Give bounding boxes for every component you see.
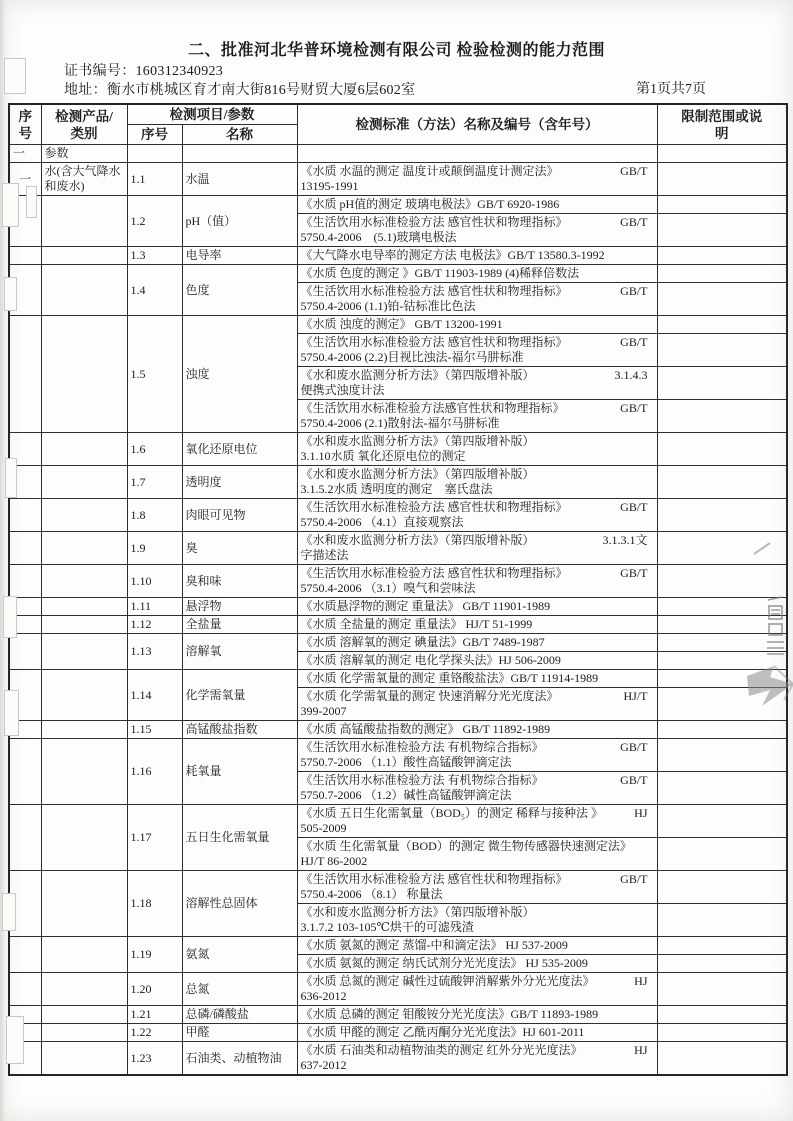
standard-method-cell — [297, 838, 657, 871]
param-category-cell — [41, 265, 127, 316]
param-name-cell: 透明度 — [182, 466, 297, 499]
param-seq-cell — [9, 1006, 41, 1024]
capability-table-body — [9, 145, 787, 1076]
standard-line-2: 5750.4-2006 （3.1）嗅气和尝味法 — [300, 581, 476, 595]
param-seq-cell — [9, 532, 41, 565]
table-row — [9, 1006, 787, 1024]
standard-code: GB/T — [620, 284, 648, 298]
param-name-cell: 溶解氧 — [182, 634, 297, 670]
standard-method-cell — [297, 652, 657, 670]
standard-line-2: 5750.4-2006 (2.2)目视比浊法-福尔马肼标准 — [300, 350, 524, 364]
standard-line-2: 字描述法 — [300, 548, 349, 562]
header-seq: 序号 — [9, 104, 41, 145]
standard-line-1: 《生活饮用水标准检验方法 感官性状和物理指标》 GB/T — [301, 500, 654, 515]
param-index-cell: 1.19 — [127, 937, 182, 973]
standard-line-1: 《水质 总氮的测定 碱性过硫酸钾消解紫外分光光度法》 HJ — [301, 974, 654, 989]
standard-line-1: 《水质 石油类和动植物油类的测定 红外分光光度法》 HJ — [301, 1043, 654, 1058]
standard-line-2: 637-2012 — [300, 1058, 347, 1072]
param-category-cell — [41, 871, 127, 937]
certificate-value: 160312340923 — [135, 64, 224, 79]
table-row — [9, 1024, 787, 1042]
param-name-cell — [182, 145, 297, 163]
param-index-cell: 1.16 — [127, 739, 182, 805]
param-category-cell — [41, 670, 127, 721]
param-category-cell — [41, 565, 127, 598]
param-category-cell — [41, 1024, 127, 1042]
table-row — [9, 973, 787, 1006]
param-index-cell: 1.21 — [127, 1006, 182, 1024]
limit-note-cell — [657, 904, 787, 937]
param-index-cell: 1.4 — [127, 265, 182, 316]
param-name-cell: 耗氧量 — [182, 739, 297, 805]
standard-line-2: 5750.7-2006 （1.1）酸性高锰酸钾滴定法 — [300, 755, 512, 769]
param-category-cell — [41, 316, 127, 433]
table-row — [9, 532, 787, 565]
param-seq-cell — [9, 247, 41, 265]
param-seq-cell — [9, 634, 41, 670]
page-indicator: 第1页共7页 — [636, 82, 706, 97]
param-index-cell: 1.20 — [127, 973, 182, 1006]
limit-note-cell — [657, 721, 787, 739]
param-index-cell: 1.17 — [127, 805, 182, 871]
table-row — [9, 316, 787, 334]
standard-code: GB/T — [620, 164, 648, 178]
standard-code: 3.1.3.1文 — [602, 533, 648, 547]
standard-method-cell — [297, 247, 657, 265]
limit-note-cell — [657, 598, 787, 616]
standard-line-1: 《水质 氨氮的测定 纳氏试剂分光光度法》 HJ 535-2009 — [300, 956, 588, 970]
param-seq-cell — [9, 973, 41, 1006]
table-row — [9, 598, 787, 616]
param-index-cell: 1.14 — [127, 670, 182, 721]
category-seq-cell: 一 — [9, 145, 41, 163]
param-index-cell: 1.3 — [127, 247, 182, 265]
standard-line-1: 《水质 pH值的测定 玻璃电极法》GB/T 6920-1986 — [300, 197, 560, 211]
param-index-cell: 1.13 — [127, 634, 182, 670]
table-row — [9, 433, 787, 466]
param-name-cell: 浊度 — [182, 316, 297, 433]
address-line — [64, 79, 415, 99]
standard-line-2: 399-2007 — [300, 704, 347, 718]
header-category: 检测产品/类别 — [41, 104, 127, 145]
param-seq-cell — [9, 1042, 41, 1076]
standard-method-cell — [297, 805, 657, 838]
certificate-number-line — [64, 60, 223, 80]
standard-method-cell — [297, 334, 657, 367]
standard-method-cell — [297, 937, 657, 955]
param-name-cell: 全盐量 — [182, 616, 297, 634]
limit-note-cell — [657, 532, 787, 565]
standard-line-2: 5750.7-2006 （1.2）碱性高锰酸钾滴定法 — [300, 788, 512, 802]
limit-note-cell — [657, 433, 787, 466]
standard-line-2: 便携式浊度计法 — [300, 383, 385, 397]
standard-line-1: 《水质 生化需氧量（BOD）的测定 微生物传感器快速测定法》 — [300, 839, 632, 853]
table-row — [9, 670, 787, 688]
param-category-cell — [41, 616, 127, 634]
param-name-cell: 溶解性总固体 — [182, 871, 297, 937]
standard-method-cell — [297, 616, 657, 634]
standard-line-2: 505-2009 — [300, 821, 347, 835]
param-index-cell: 1.18 — [127, 871, 182, 937]
limit-note-cell — [657, 367, 787, 400]
param-category-cell — [41, 1042, 127, 1076]
param-index-cell: 1.5 — [127, 316, 182, 433]
standard-line-1: 《水质 全盐量的测定 重量法》 HJ/T 51-1999 — [300, 617, 533, 631]
param-name-cell: 甲醛 — [182, 1024, 297, 1042]
standard-line-1: 《水质 浊度的测定》 GB/T 13200-1991 — [300, 317, 503, 331]
param-name-cell: 臭和味 — [182, 565, 297, 598]
param-category-cell — [41, 721, 127, 739]
limit-note-cell — [657, 265, 787, 283]
standard-line-2: 636-2012 — [300, 989, 347, 1003]
standard-method-cell — [297, 145, 657, 163]
standard-code: GB/T — [620, 500, 648, 514]
param-seq-cell — [9, 196, 41, 247]
standard-code: 3.1.4.3 — [614, 368, 648, 382]
limit-note-cell — [657, 955, 787, 973]
standard-line-2: 5750.4-2006 (1.1)铂-钴标准比色法 — [300, 299, 476, 313]
param-category-cell — [41, 805, 127, 871]
standard-line-1: 《水和废水监测分析方法》（第四版增补版） — [300, 434, 535, 448]
header-standard: 检测标准（方法）名称及编号（含年号） — [297, 104, 657, 145]
param-category-cell — [41, 247, 127, 265]
param-index-cell: 1.2 — [127, 196, 182, 247]
standard-code: GB/T — [620, 740, 648, 754]
standard-line-2: HJ/T 86-2002 — [300, 854, 368, 868]
param-seq-cell — [9, 565, 41, 598]
param-seq-cell — [9, 598, 41, 616]
param-seq-cell — [9, 670, 41, 721]
standard-line-1: 《水和废水监测分析方法》（第四版增补版） 3.1.3.1文 — [301, 533, 654, 548]
table-row — [9, 565, 787, 598]
limit-note-cell — [657, 400, 787, 433]
param-seq-cell — [9, 721, 41, 739]
standard-method-cell — [297, 196, 657, 214]
param-seq-cell — [9, 265, 41, 316]
table-row — [9, 1042, 787, 1076]
param-index-cell: 1.7 — [127, 466, 182, 499]
standard-line-1: 《水质悬浮物的测定 重量法》 GB/T 11901-1989 — [300, 599, 551, 613]
category-name-cell: 参数 — [41, 145, 127, 163]
standard-method-cell — [297, 214, 657, 247]
limit-note-cell — [657, 1006, 787, 1024]
header-item-group: 检测项目/参数 — [127, 104, 297, 125]
param-category-cell — [41, 598, 127, 616]
standard-line-1: 《水质 化学需氧量的测定 重铬酸盐法》GB/T 11914-1989 — [300, 671, 599, 685]
param-category-cell — [41, 433, 127, 466]
limit-note-cell — [657, 1042, 787, 1076]
standard-line-1: 《生活饮用水标准检验方法 有机物综合指标》 GB/T — [301, 740, 654, 755]
scan-artifact — [4, 58, 26, 94]
standard-code: HJ — [634, 806, 648, 820]
limit-note-cell — [657, 838, 787, 871]
standard-line-1: 《生活饮用水标准检验方法 感官性状和物理指标》 GB/T — [301, 335, 654, 350]
param-name-cell: 氧化还原电位 — [182, 433, 297, 466]
standard-code: GB/T — [620, 872, 648, 886]
table-header — [9, 104, 787, 145]
limit-note-cell — [657, 670, 787, 688]
param-category-cell — [41, 499, 127, 532]
param-seq-cell — [9, 316, 41, 433]
param-name-cell: 氨氮 — [182, 937, 297, 973]
param-seq-cell — [9, 433, 41, 466]
param-seq-cell — [9, 805, 41, 871]
standard-method-cell — [297, 265, 657, 283]
limit-note-cell — [657, 145, 787, 163]
standard-method-cell — [297, 1042, 657, 1076]
table-row — [9, 163, 787, 196]
param-name-cell: 肉眼可见物 — [182, 499, 297, 532]
standard-method-cell — [297, 670, 657, 688]
standard-line-1: 《生活饮用水标准检验方法 有机物综合指标》 GB/T — [301, 773, 654, 788]
table-row — [9, 247, 787, 265]
standard-method-cell — [297, 532, 657, 565]
category-row — [9, 145, 787, 163]
param-category-cell — [41, 937, 127, 973]
standard-method-cell — [297, 955, 657, 973]
limit-note-cell — [657, 739, 787, 772]
standard-line-1: 《水质 溶解氧的测定 碘量法》GB/T 7489-1987 — [300, 635, 545, 649]
standard-method-cell — [297, 466, 657, 499]
param-category-cell — [41, 532, 127, 565]
standard-line-1: 《水质 甲醛的测定 乙酰丙酮分光光度法》HJ 601-2011 — [300, 1025, 585, 1039]
table-row — [9, 721, 787, 739]
param-name-cell: 臭 — [182, 532, 297, 565]
limit-note-cell — [657, 247, 787, 265]
param-name-cell: 化学需氧量 — [182, 670, 297, 721]
param-index-cell: 1.15 — [127, 721, 182, 739]
param-seq-cell — [9, 937, 41, 973]
param-name-cell: 高锰酸盐指数 — [182, 721, 297, 739]
limit-note-cell — [657, 1024, 787, 1042]
standard-method-cell — [297, 316, 657, 334]
limit-note-cell — [657, 334, 787, 367]
standard-line-2: 13195-1991 — [300, 179, 359, 193]
standard-method-cell — [297, 1006, 657, 1024]
table-row — [9, 265, 787, 283]
param-name-cell: 色度 — [182, 265, 297, 316]
standard-line-1: 《水和废水监测分析方法》（第四版增补版） — [300, 467, 535, 481]
limit-note-cell — [657, 196, 787, 214]
standard-method-cell — [297, 772, 657, 805]
param-category-cell — [41, 739, 127, 805]
standard-method-cell — [297, 904, 657, 937]
param-index-cell: 1.23 — [127, 1042, 182, 1076]
limit-note-cell — [657, 283, 787, 316]
param-category-cell — [41, 634, 127, 670]
limit-note-cell — [657, 466, 787, 499]
table-row — [9, 616, 787, 634]
standard-line-1: 《生活饮用水标准检验方法 感官性状和物理指标》 GB/T — [301, 215, 654, 230]
standard-method-cell — [297, 499, 657, 532]
standard-code: GB/T — [620, 215, 648, 229]
standard-code: HJ — [634, 1043, 648, 1057]
table-row — [9, 634, 787, 652]
limit-note-cell — [657, 634, 787, 652]
standard-line-1: 《水质 总磷的测定 钼酸铵分光光度法》GB/T 11893-1989 — [300, 1007, 599, 1021]
standard-method-cell — [297, 565, 657, 598]
param-category-cell — [41, 1006, 127, 1024]
param-seq-cell — [9, 616, 41, 634]
limit-note-cell — [657, 163, 787, 196]
standard-line-1: 《水和废水监测分析方法》（第四版增补版） — [300, 905, 535, 919]
param-name-cell: pH（值） — [182, 196, 297, 247]
standard-line-1: 《大气降水电导率的测定方法 电极法》GB/T 13580.3-1992 — [300, 248, 605, 262]
standard-line-2: 5750.4-2006 (5.1)玻璃电极法 — [300, 230, 457, 244]
standard-method-cell — [297, 973, 657, 1006]
table-row — [9, 937, 787, 955]
limit-note-cell — [657, 973, 787, 1006]
standard-code: GB/T — [620, 566, 648, 580]
param-seq-cell — [9, 871, 41, 937]
param-category-cell — [41, 973, 127, 1006]
standard-method-cell — [297, 721, 657, 739]
table-row — [9, 805, 787, 838]
standard-line-2: 3.1.7.2 103-105℃烘干的可滤残渣 — [300, 920, 474, 934]
standard-method-cell — [297, 739, 657, 772]
limit-note-cell — [657, 772, 787, 805]
standard-line-1: 《生活饮用水标准检验方法感官性状和物理指标》 GB/T — [301, 401, 654, 416]
standard-line-1: 《生活饮用水标准检验方法 感官性状和物理指标》 GB/T — [301, 284, 654, 299]
table-row — [9, 499, 787, 532]
standard-code: GB/T — [620, 773, 648, 787]
param-name-cell: 五日生化需氧量 — [182, 805, 297, 871]
param-index-cell — [127, 145, 182, 163]
limit-note-cell — [657, 499, 787, 532]
param-name-cell: 悬浮物 — [182, 598, 297, 616]
table-row — [9, 466, 787, 499]
param-index-cell: 1.8 — [127, 499, 182, 532]
standard-line-1: 《水质 氨氮的测定 蒸馏-中和滴定法》 HJ 537-2009 — [300, 938, 568, 952]
standard-method-cell — [297, 283, 657, 316]
standard-line-1: 《水质 高锰酸盐指数的测定》 GB/T 11892-1989 — [300, 722, 551, 736]
param-index-cell: 1.9 — [127, 532, 182, 565]
header-item-seq: 序号 — [127, 125, 182, 145]
table-row — [9, 871, 787, 904]
param-seq-cell — [9, 466, 41, 499]
limit-note-cell — [657, 652, 787, 670]
param-index-cell: 1.11 — [127, 598, 182, 616]
standard-line-1: 《水质 色度的测定 》GB/T 11903-1989 (4)稀释倍数法 — [300, 266, 580, 280]
standard-method-cell — [297, 367, 657, 400]
standard-method-cell — [297, 163, 657, 196]
limit-note-cell — [657, 688, 787, 721]
standard-line-2: 5750.4-2006 (2.1)散射法-福尔马肼标准 — [300, 416, 500, 430]
standard-method-cell — [297, 598, 657, 616]
document-title: 二、批准河北华普环境检测有限公司 检验检测的能力范围 — [187, 42, 605, 59]
limit-note-cell — [657, 316, 787, 334]
param-index-cell: 1.1 — [127, 163, 182, 196]
standard-line-1: 《水质 五日生化需氧量（BOD₅）的测定 稀释与接种法 》 HJ — [301, 806, 654, 821]
header-limit: 限制范围或说明 — [657, 104, 787, 145]
standard-code: HJ — [634, 974, 648, 988]
standard-line-2: 5750.4-2006 （4.1）直接观察法 — [300, 515, 464, 529]
standard-code: HJ/T — [623, 689, 648, 703]
limit-note-cell — [657, 937, 787, 955]
standard-method-cell — [297, 1024, 657, 1042]
param-name-cell: 总磷/磷酸盐 — [182, 1006, 297, 1024]
param-category-cell: 水(含大气降水和废水) — [41, 163, 127, 196]
param-name-cell: 电导率 — [182, 247, 297, 265]
scan-edge-shade — [0, 0, 6, 1121]
standard-method-cell — [297, 400, 657, 433]
param-category-cell — [41, 196, 127, 247]
limit-note-cell — [657, 565, 787, 598]
param-category-cell — [41, 466, 127, 499]
limit-note-cell — [657, 805, 787, 838]
header-item-name: 名称 — [182, 125, 297, 145]
certificate-label: 证书编号： — [64, 64, 136, 79]
param-seq-cell — [9, 1024, 41, 1042]
capability-table — [8, 103, 788, 1076]
standard-line-1: 《水和废水监测分析方法》（第四版增补版） 3.1.4.3 — [301, 368, 654, 383]
param-name-cell: 总氮 — [182, 973, 297, 1006]
standard-line-2: 3.1.5.2水质 透明度的测定 塞氏盘法 — [300, 482, 493, 496]
standard-code: GB/T — [620, 335, 648, 349]
param-index-cell: 1.22 — [127, 1024, 182, 1042]
standard-line-1: 《水质 水温的测定 温度计或颠倒温度计测定法》 GB/T — [301, 164, 654, 179]
param-index-cell: 1.10 — [127, 565, 182, 598]
limit-note-cell — [657, 616, 787, 634]
param-index-cell: 1.12 — [127, 616, 182, 634]
standard-method-cell — [297, 433, 657, 466]
standard-method-cell — [297, 871, 657, 904]
param-seq-cell: 一 — [9, 163, 41, 196]
address-label: 地址： — [64, 83, 107, 98]
table-row — [9, 196, 787, 214]
limit-note-cell — [657, 871, 787, 904]
standard-method-cell — [297, 634, 657, 652]
table-row — [9, 739, 787, 772]
standard-line-1: 《生活饮用水标准检验方法 感官性状和物理指标》 GB/T — [301, 872, 654, 887]
param-name-cell: 水温 — [182, 163, 297, 196]
limit-note-cell — [657, 214, 787, 247]
param-seq-cell — [9, 499, 41, 532]
param-name-cell: 石油类、动植物油 — [182, 1042, 297, 1076]
address-value: 衡水市桃城区育才南大街816号财贸大厦6层602室 — [106, 83, 416, 98]
standard-code: GB/T — [620, 401, 648, 415]
standard-method-cell — [297, 688, 657, 721]
standard-line-2: 5750.4-2006 （8.1） 称量法 — [300, 887, 443, 901]
param-index-cell: 1.6 — [127, 433, 182, 466]
param-seq-cell — [9, 739, 41, 805]
standard-line-2: 3.1.10水质 氧化还原电位的测定 — [300, 449, 466, 463]
standard-line-1: 《水质 化学需氧量的测定 快速消解分光光度法》 HJ/T — [301, 689, 654, 704]
standard-line-1: 《生活饮用水标准检验方法 感官性状和物理指标》 GB/T — [301, 566, 654, 581]
standard-line-1: 《水质 溶解氧的测定 电化学探头法》HJ 506-2009 — [300, 653, 561, 667]
